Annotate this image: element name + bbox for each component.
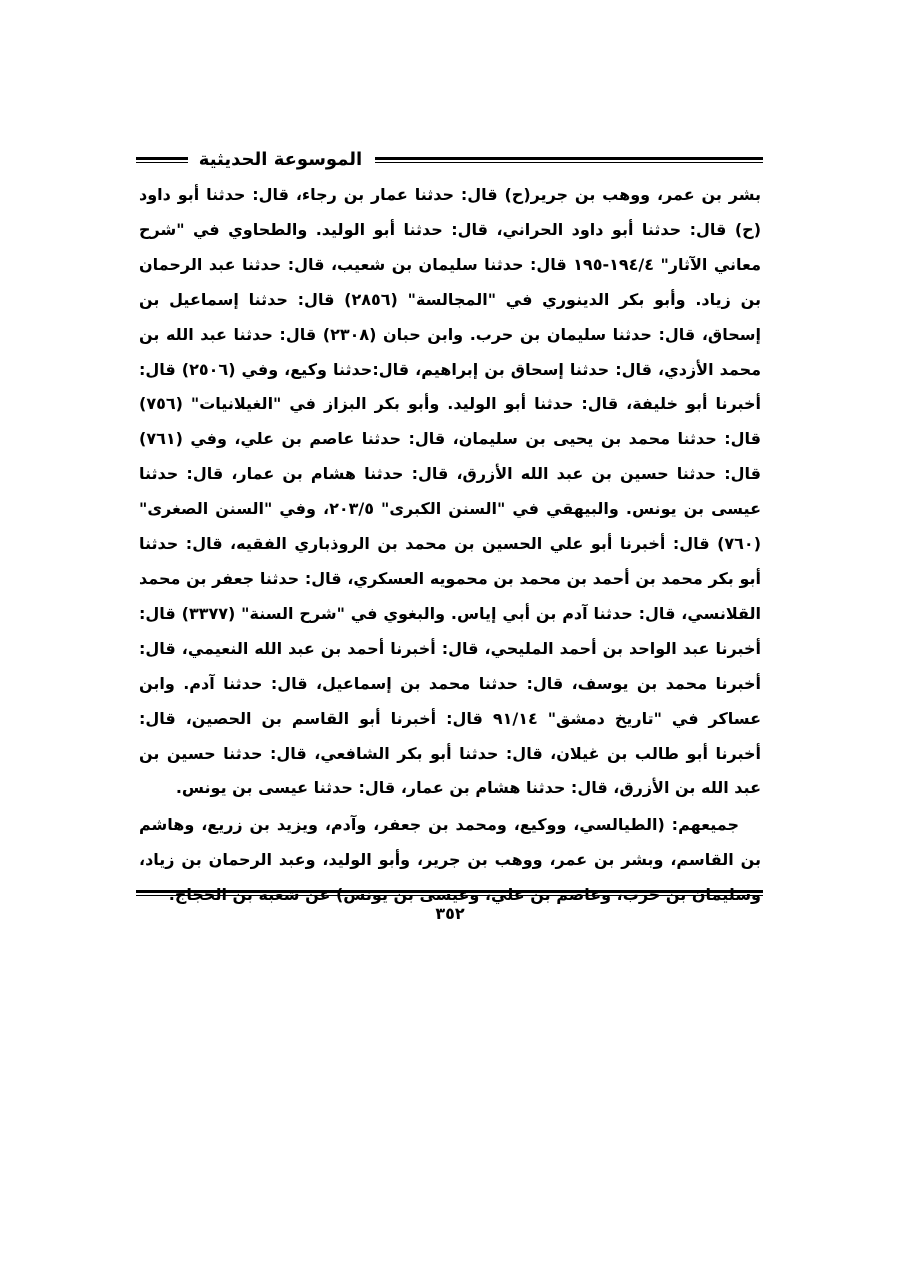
page-number: ٣٥٢ [435,904,465,923]
footer-rule [136,890,763,896]
header-rule-right [375,157,763,163]
page-body [139,178,761,913]
paragraph-takhrij: بشر بن عمر، ووهب بن جرير(ح) قال: حدثنا عمار بن رجاء، قال: حدثنا أبو داود (ح) قال: حدثنا أبو داود الحراني، قال: حدثنا أبو الوليد. والطحاوي في "شرح معاني الآثار" ١٩٤/٤-١٩٥ قال: حدثنا سليمان بن شعيب، قال: حدثنا عبد الرحمان بن زياد. وأبو بكر الدينوري في "المجالسة" (٢٨٥٦) قال: حدثنا إسماعيل بن إسحاق، قال: حدثنا سليمان بن حرب. وابن حبان (٢٣٠٨) قال: حدثنا عبد الله بن محمد الأزدي، قال: حدثنا إسحاق بن إبراهيم، قال:حدثنا وكيع، وفي (٢٥٠٦) قال: أخبرنا أبو خليفة، قال: حدثنا أبو الوليد. وأبو بكر البزاز في "الغيلانيات" (٧٥٦) قال: حدثنا محمد بن يحيى بن سليمان، قال: حدثنا عاصم بن علي، وفي (٧٦١) قال: حدثنا حسين بن عبد الله الأزرق، قال: حدثنا هشام بن عمار، قال: حدثنا عيسى بن يونس. والبيهقي في "السنن الكبرى" ٢٠٣/٥، وفي "السنن الصغرى" (٧٦٠) قال: أخبرنا أبو علي الحسين بن محمد بن الروذباري الفقيه، قال: حدثنا أبو بكر محمد بن أحمد بن محمد بن محمويه العسكري، قال: حدثنا جعفر بن محمد القلانسي، قال: حدثنا آدم بن أبي إياس. والبغوي في "شرح السنة" (٣٣٧٧) قال: أخبرنا عبد الواحد بن أحمد المليحي، قال: أخبرنا أحمد بن عبد الله النعيمي، قال: أخبرنا محمد بن يوسف، قال: حدثنا محمد بن إسماعيل، قال: حدثنا آدم. وابن عساكر في "تاريخ دمشق" ٩١/١٤ قال: أخبرنا أبو القاسم بن الحصين، قال: أخبرنا أبو طالب بن غيلان، قال: حدثنا أبو بكر الشافعي، قال: حدثنا حسين بن عبد الله بن الأزرق، قال: حدثنا هشام بن عمار، قال: حدثنا عيسى بن يونس. [139,185,762,798]
running-title: الموسوعة الحديثية [198,149,363,170]
page-header [136,148,763,172]
paragraph-summary: جميعهم: (الطيالسي، ووكيع، ومحمد بن جعفر، وآدم، ويزيد بن زريع، وهاشم بن القاسم، وبشر بن عمر، ووهب بن جرير، وأبو الوليد، وعبد الرحمان بن زياد، وسليمان بن حرب، وعاصم بن علي، وعيسى بن يونس) عن شعبة بن الحجاج. [139,815,761,905]
header-rule-left [136,157,188,163]
